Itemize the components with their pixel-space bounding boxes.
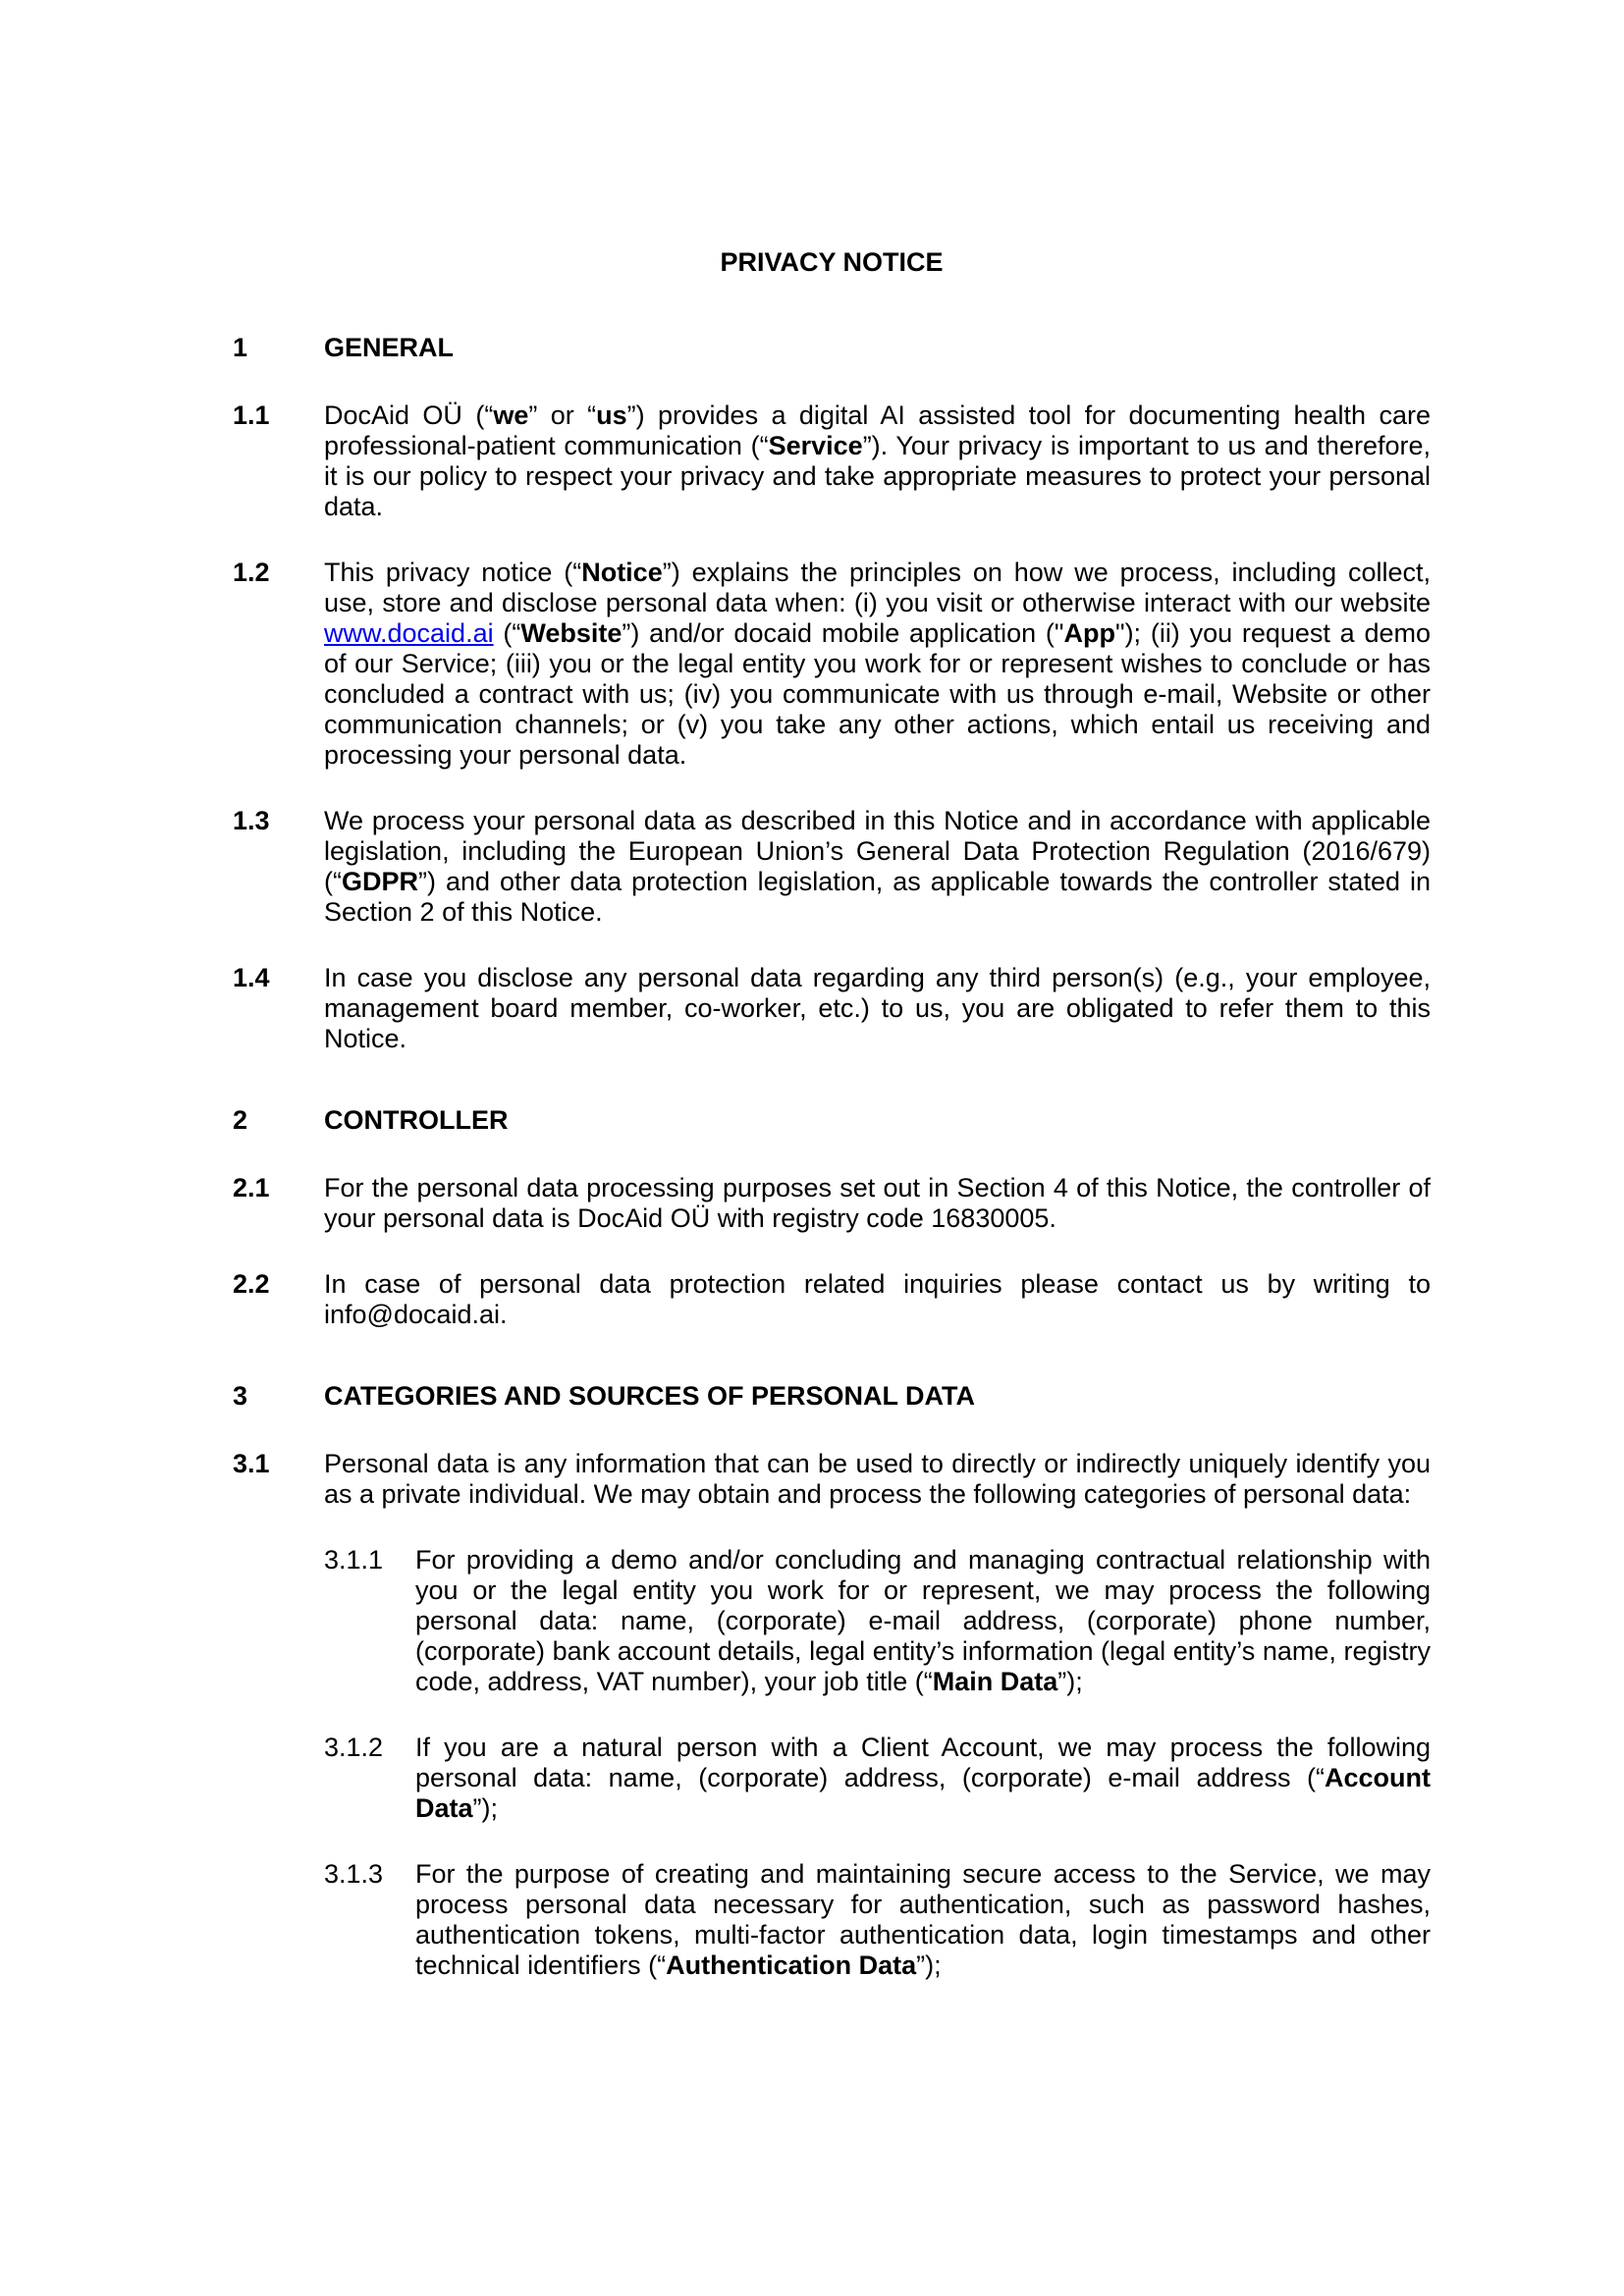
clause-3-1-3 (324, 1859, 1431, 1981)
text-segment: For the purpose of creating and maintaining secure access to the Service, we may process personal data necessary for authentication, such as password hashes, authentication tokens, multi-factor authentication data, login timestamps and other technical identifiers (“ (415, 1859, 1431, 1980)
clause-1-1 (233, 400, 1431, 522)
text-segment: ”); (1057, 1667, 1083, 1696)
text-segment: ”) provides a digital AI assisted tool for documenting health care professional-patient communication (“ (324, 400, 1431, 460)
clause-text (324, 1449, 1431, 1510)
section-heading: CONTROLLER (324, 1105, 509, 1135)
clause-text (324, 400, 1431, 522)
text-segment: In case of personal data protection related inquiries please contact us by writing to info@docaid.ai. (324, 1269, 1431, 1329)
clause-2-1 (233, 1173, 1431, 1234)
text-segment: ”). Your privacy is important to us and therefore, it is our policy to respect your privacy and take appropriate measures to protect your personal data. (324, 431, 1431, 521)
clause-1-2 (233, 558, 1431, 771)
clause-text (324, 558, 1431, 771)
clause-number: 3.1.2 (324, 1733, 384, 1762)
clause-text (415, 1545, 1431, 1697)
section-heading-row-controller (233, 1090, 1431, 1136)
text-segment: ”) and/or docaid mobile application (" (622, 618, 1064, 648)
clause-3-1 (233, 1449, 1431, 1510)
clause-number: 1.3 (233, 806, 270, 835)
clause-text (324, 1269, 1431, 1330)
clause-number: 3.1.1 (324, 1545, 384, 1575)
section-number: 2 (233, 1105, 248, 1135)
text-segment: We process your personal data as described in this Notice and in accordance with applicable legislation, including the European Union’s General Data Protection Regulation (2016/679) (“ (324, 806, 1431, 896)
section-heading-row-general (233, 317, 1431, 363)
defined-term-we: we (493, 400, 529, 430)
text-segment: ”); (472, 1793, 499, 1823)
text-segment: DocAid OÜ (“ (324, 400, 494, 430)
section-heading: GENERAL (324, 333, 455, 362)
text-segment: (“ (493, 618, 521, 648)
text-segment: This privacy notice (“ (324, 558, 582, 587)
text-segment: In case you disclose any personal data regarding any third person(s) (e.g., your employee, management board member, co-worker, etc.) to us, you are obligated to refer them to this Notice. (324, 963, 1431, 1053)
clause-number: 3.1.3 (324, 1859, 384, 1889)
clause-number: 2.1 (233, 1173, 270, 1202)
section-heading-row-categories (233, 1365, 1431, 1412)
docaid-website-link[interactable]: www.docaid.ai (324, 618, 494, 648)
clause-text (324, 1173, 1431, 1234)
defined-term-service: Service (768, 431, 863, 460)
clause-1-3 (233, 806, 1431, 928)
clause-3-1-2 (324, 1733, 1431, 1824)
defined-term-gdpr: GDPR (341, 867, 418, 896)
clause-1-4 (233, 963, 1431, 1054)
clause-number: 2.2 (233, 1269, 270, 1299)
text-segment: If you are a natural person with a Client Account, we may process the following personal data: name, (corporate) address, (corporate) e-mail address (“ (415, 1733, 1431, 1792)
clause-text (415, 1859, 1431, 1981)
defined-term-us: us (596, 400, 627, 430)
text-segment: ”) and other data protection legislation, as applicable towards the controller stated in Section 2 of this Notice. (324, 867, 1431, 927)
clause-3-1-1 (324, 1545, 1431, 1697)
defined-term-main-data: Main Data (932, 1667, 1058, 1696)
defined-term-website: Website (520, 618, 623, 648)
text-segment: ”); (916, 1950, 942, 1980)
section-heading: CATEGORIES AND SOURCES OF PERSONAL DATA (324, 1381, 976, 1411)
defined-term-app: App (1063, 618, 1115, 648)
text-segment: "); (ii) you request a demo of our Service; (iii) you or the legal entity you work for or represent wishes to conclude or has concluded a contract with us; (iv) you communicate with us through e-mail, Website or other communication channels; or (v) you take any other actions, which entail us receiving and processing your personal data. (324, 618, 1431, 770)
section-number: 1 (233, 333, 248, 362)
clause-text (324, 963, 1431, 1054)
text-segment: For providing a demo and/or concluding and managing contractual relationship with you or the legal entity you work for or represent, we may process the following personal data: name, (corporate) e-mail address, (corporate) phone number, (corporate) bank account details, legal entity’s information (legal entity’s name, registry code, address, VAT number), your job title (“ (415, 1545, 1431, 1696)
text-segment: ” or “ (528, 400, 597, 430)
document-title: PRIVACY NOTICE (720, 247, 944, 277)
defined-term-account-data: Account Data (415, 1763, 1431, 1823)
clause-number: 1.1 (233, 400, 270, 430)
clause-2-2 (233, 1269, 1431, 1330)
text-segment: Personal data is any information that can be used to directly or indirectly uniquely identify you as a private individual. We may obtain and process the following categories of personal data: (324, 1449, 1431, 1509)
defined-term-authentication-data: Authentication Data (666, 1950, 917, 1980)
clause-number: 1.4 (233, 963, 270, 992)
defined-term-notice: Notice (581, 558, 663, 587)
clause-number: 1.2 (233, 558, 270, 587)
text-segment: ”) explains the principles on how we process, including collect, use, store and disclose personal data when: (i) you visit or otherwise interact with our website (324, 558, 1431, 617)
section-number: 3 (233, 1381, 248, 1411)
clause-number: 3.1 (233, 1449, 270, 1478)
clause-text (324, 806, 1431, 928)
text-segment: For the personal data processing purposes set out in Section 4 of this Notice, the controller of your personal data is DocAid OÜ with registry code 16830005. (324, 1173, 1431, 1233)
clause-text (415, 1733, 1431, 1824)
